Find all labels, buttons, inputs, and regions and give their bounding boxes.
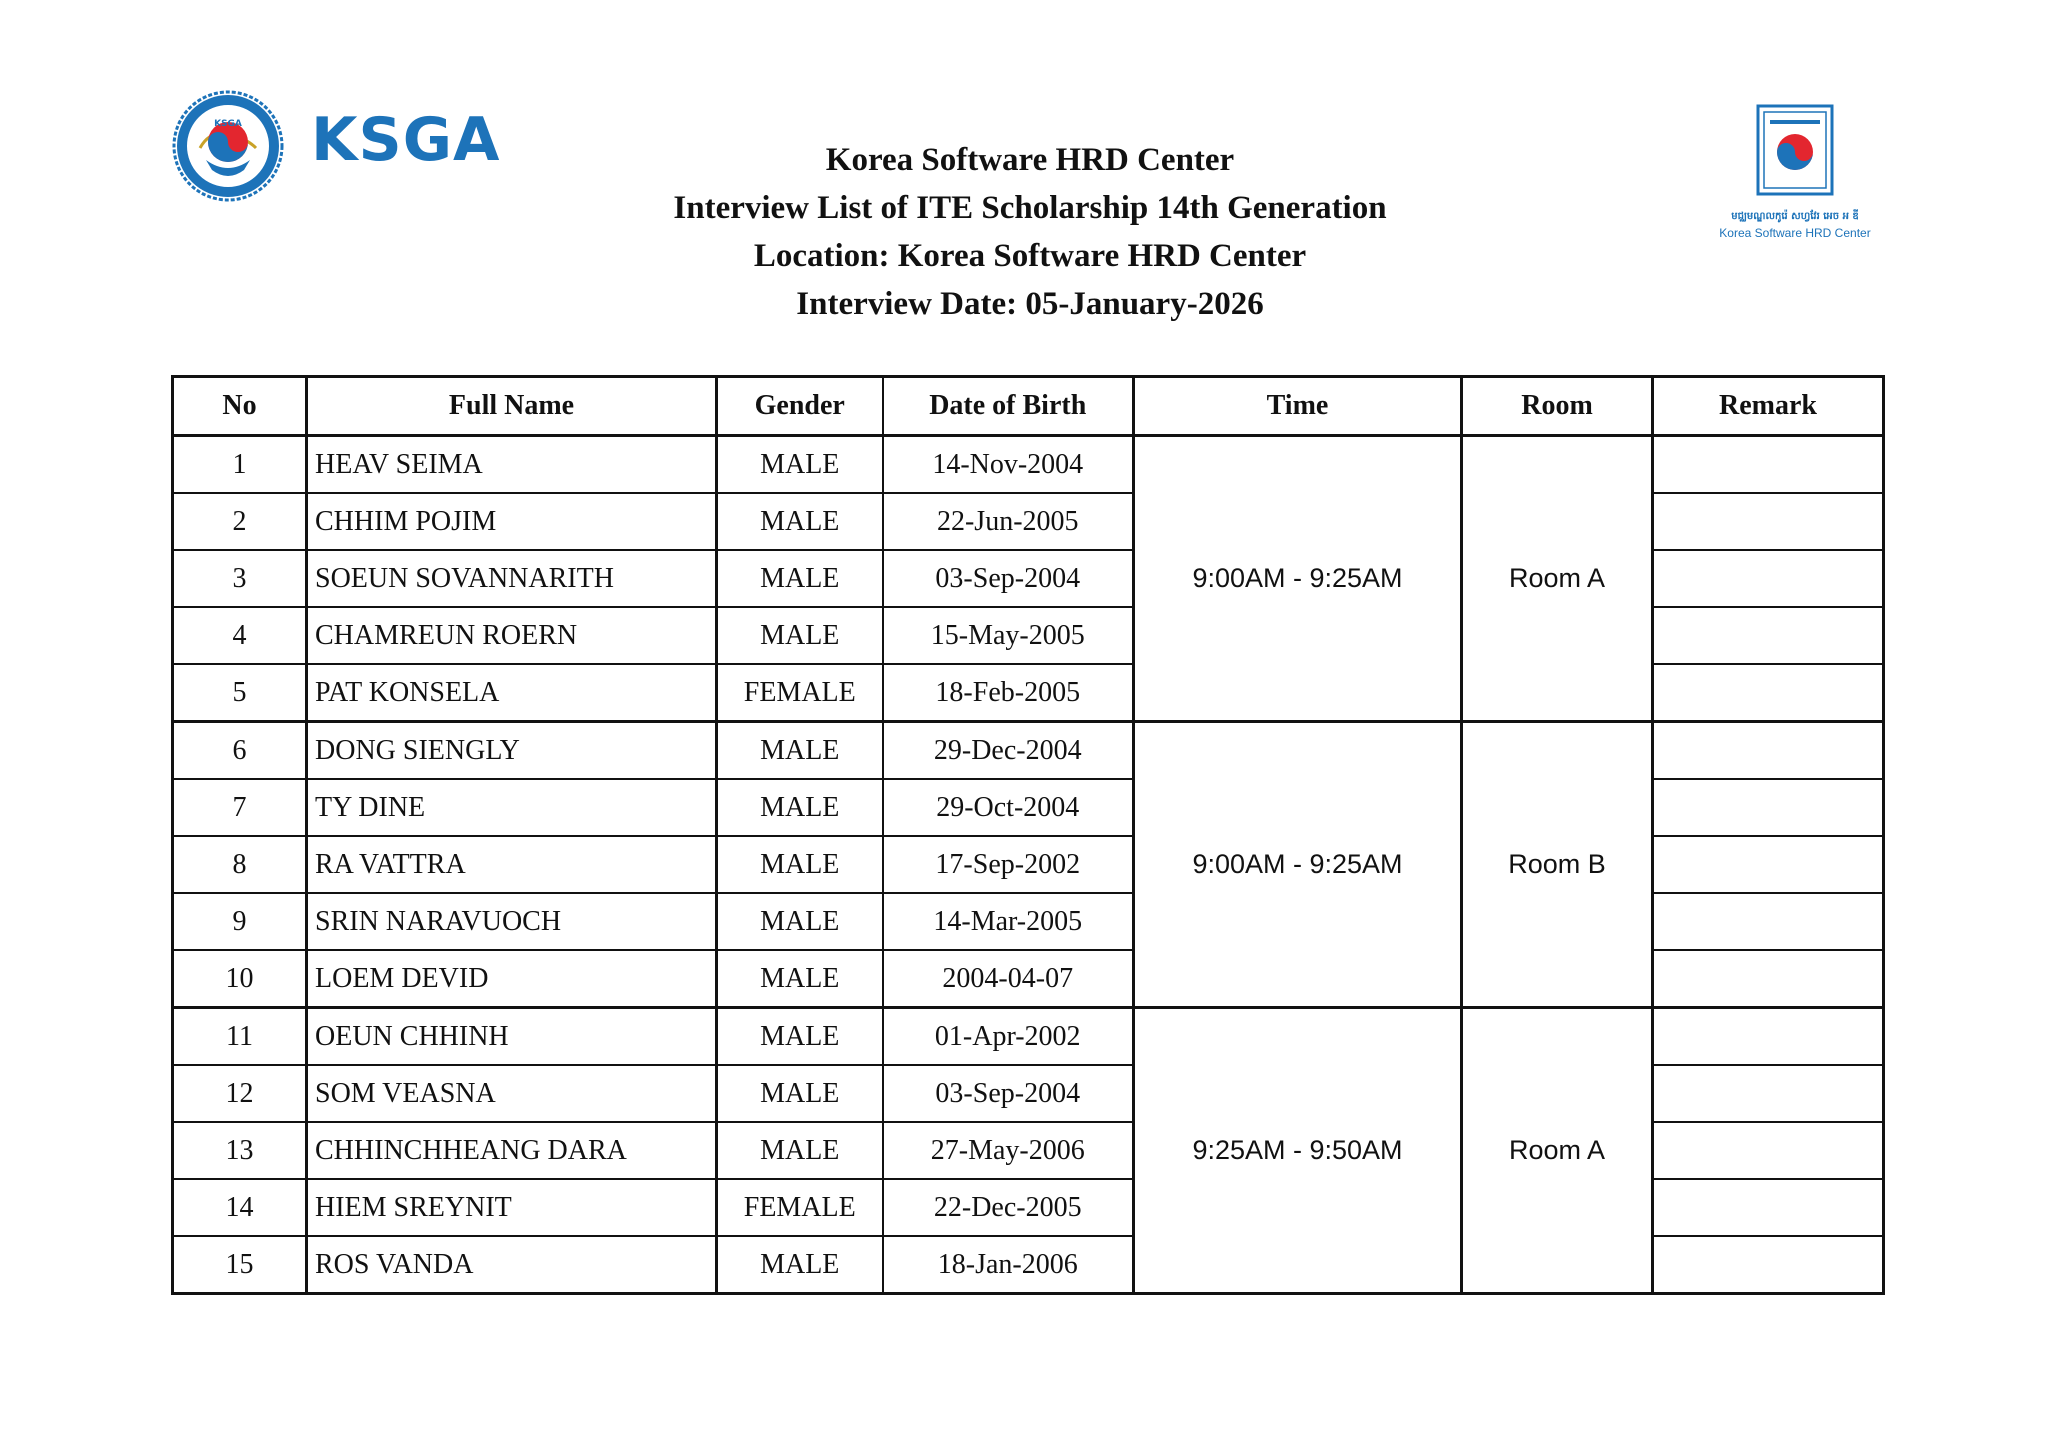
row-remark [1653,1236,1884,1294]
row-remark [1653,436,1884,494]
document-header [500,136,1560,328]
group-time-slot: 9:25AM - 9:50AM [1134,1008,1462,1294]
row-date-of-birth: 18-Feb-2005 [883,664,1134,722]
row-date-of-birth: 17-Sep-2002 [883,836,1134,893]
row-full-name: SRIN NARAVUOCH [307,893,717,950]
group-room: Room B [1462,722,1653,1008]
row-gender: MALE [717,836,883,893]
row-gender: MALE [717,779,883,836]
column-header-full-name: Full Name [307,377,717,436]
row-date-of-birth: 27-May-2006 [883,1122,1134,1179]
row-number: 15 [173,1236,307,1294]
row-remark [1653,950,1884,1008]
row-remark [1653,722,1884,780]
row-remark [1653,779,1884,836]
row-date-of-birth: 14-Mar-2005 [883,893,1134,950]
table-row [173,1008,1884,1066]
row-gender: MALE [717,1122,883,1179]
row-gender: MALE [717,1008,883,1066]
row-remark [1653,1008,1884,1066]
group-time-slot: 9:00AM - 9:25AM [1134,722,1462,1008]
column-header-time: Time [1134,377,1462,436]
row-remark [1653,493,1884,550]
hrd-center-logo [1690,100,1900,250]
row-date-of-birth: 14-Nov-2004 [883,436,1134,494]
row-date-of-birth: 01-Apr-2002 [883,1008,1134,1066]
row-gender: FEMALE [717,664,883,722]
row-remark [1653,893,1884,950]
row-date-of-birth: 2004-04-07 [883,950,1134,1008]
row-number: 3 [173,550,307,607]
row-number: 8 [173,836,307,893]
svg-text:KSGA: KSGA [214,119,242,129]
column-header-remark: Remark [1653,377,1884,436]
row-gender: MALE [717,893,883,950]
row-number: 5 [173,664,307,722]
row-full-name: CHHINCHHEANG DARA [307,1122,717,1179]
row-number: 14 [173,1179,307,1236]
row-number: 13 [173,1122,307,1179]
row-date-of-birth: 22-Jun-2005 [883,493,1134,550]
header-organization: Korea Software HRD Center [825,142,1235,178]
row-number: 4 [173,607,307,664]
row-full-name: SOEUN SOVANNARITH [307,550,717,607]
row-full-name: CHHIM POJIM [307,493,717,550]
row-date-of-birth: 03-Sep-2004 [883,1065,1134,1122]
row-full-name: RA VATTRA [307,836,717,893]
hrd-center-emblem-icon [1750,100,1840,200]
ksga-seal-icon [170,90,300,202]
column-header-no: No [173,377,307,436]
row-remark [1653,836,1884,893]
group-room: Room A [1462,1008,1653,1294]
header-list-title: Interview List of ITE Scholarship 14th Generation [673,190,1387,226]
row-gender: MALE [717,1236,883,1294]
hrd-center-english-name: Korea Software HRD Center [1719,226,1871,240]
row-full-name: HIEM SREYNIT [307,1179,717,1236]
group-room: Room A [1462,436,1653,722]
row-gender: MALE [717,1065,883,1122]
header-location: Location: Korea Software HRD Center [753,238,1307,274]
table-row [173,436,1884,494]
row-full-name: ROS VANDA [307,1236,717,1294]
row-number: 11 [173,1008,307,1066]
row-gender: FEMALE [717,1179,883,1236]
row-gender: MALE [717,436,883,494]
row-full-name: CHAMREUN ROERN [307,607,717,664]
row-date-of-birth: 22-Dec-2005 [883,1179,1134,1236]
row-gender: MALE [717,607,883,664]
row-remark [1653,1122,1884,1179]
row-remark [1653,664,1884,722]
column-header-gender: Gender [717,377,883,436]
row-remark [1653,1065,1884,1122]
row-remark [1653,607,1884,664]
row-full-name: OEUN CHHINH [307,1008,717,1066]
interview-roster-table [171,375,1885,1295]
row-full-name: LOEM DEVID [307,950,717,1008]
row-number: 9 [173,893,307,950]
column-header-room: Room [1462,377,1653,436]
row-full-name: SOM VEASNA [307,1065,717,1122]
row-full-name: DONG SIENGLY [307,722,717,780]
row-number: 2 [173,493,307,550]
row-number: 1 [173,436,307,494]
ksga-wordmark: KSGA [311,105,501,175]
row-number: 10 [173,950,307,1008]
row-gender: MALE [717,950,883,1008]
row-full-name: PAT KONSELA [307,664,717,722]
row-number: 12 [173,1065,307,1122]
table-header-row [173,377,1884,436]
row-full-name: HEAV SEIMA [307,436,717,494]
row-remark [1653,550,1884,607]
row-date-of-birth: 15-May-2005 [883,607,1134,664]
row-gender: MALE [717,550,883,607]
row-date-of-birth: 03-Sep-2004 [883,550,1134,607]
row-number: 6 [173,722,307,780]
header-interview-date: Interview Date: 05-January-2026 [796,286,1264,322]
row-full-name: TY DINE [307,779,717,836]
column-header-date-of-birth: Date of Birth [883,377,1134,436]
row-date-of-birth: 18-Jan-2006 [883,1236,1134,1294]
group-time-slot: 9:00AM - 9:25AM [1134,436,1462,722]
row-number: 7 [173,779,307,836]
row-remark [1653,1179,1884,1236]
table-row [173,722,1884,780]
hrd-center-khmer-name: មជ្ឈមណ្ឌលកូរ៉េ សហ្វវែរ អេច អ ឌី [1731,211,1859,222]
row-gender: MALE [717,493,883,550]
row-date-of-birth: 29-Dec-2004 [883,722,1134,780]
row-gender: MALE [717,722,883,780]
row-date-of-birth: 29-Oct-2004 [883,779,1134,836]
